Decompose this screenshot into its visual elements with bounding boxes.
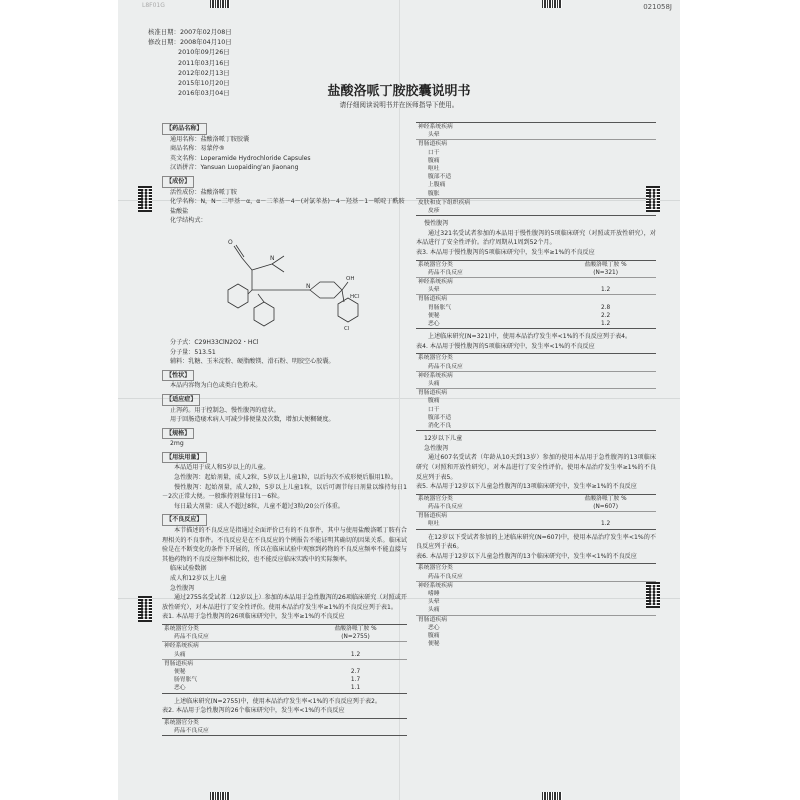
table-item-cell: 便秘: [428, 312, 440, 319]
table-item-cell: 头晕: [428, 599, 440, 606]
table-item-cell: 嗜睡: [428, 591, 440, 598]
table-sys-cell: 神经系统疾病: [416, 278, 555, 287]
table-sys-cell: 胃肠道疾病: [416, 615, 656, 624]
indication-line: 止泻药。用于控制急、慢性腹泻的症状。: [170, 406, 280, 414]
clinical-heading: 临床试验数据: [170, 565, 207, 573]
table-value-cell: 2.7: [350, 668, 361, 675]
table-item-cell: 腹痛: [428, 633, 440, 640]
table-header-cell: 药品不良反应: [428, 363, 463, 370]
child-heading: 12岁以下儿童: [424, 435, 463, 443]
adverse-table-4: [416, 353, 656, 431]
table-item-cell: 皮疹: [416, 207, 656, 216]
table-item-cell: 恶心: [428, 624, 440, 631]
adult-heading: 成人和12岁以上儿童: [170, 575, 227, 582]
table-caption: 表1. 本品用于急性腹泻的26项临床研究中，发生率≥1%的不良反应: [162, 613, 345, 621]
table-caption: 表4. 本品用于慢性腹泻的5项临床研究中，发生率<1%的不良反应: [416, 342, 595, 350]
atom-label: N: [270, 254, 275, 262]
atom-label: OH: [346, 275, 355, 282]
date-value: 2010年09月26日: [178, 48, 230, 57]
section-heading: 【药品名称】: [162, 123, 207, 135]
date-value: 2007年02月08日: [179, 28, 232, 36]
table-caption: 表5. 本品用于12岁以下儿童急性腹泻的13项临床研究中，发生率≥1%的不良反应: [416, 483, 637, 491]
molecular-formula: 分子式：C29H33ClN2O2・HCl: [170, 338, 259, 346]
section-heading: 【用法用量】: [162, 452, 207, 464]
acute-heading: 急性腹泻: [170, 584, 195, 592]
table-n-cell: (N=2755): [341, 634, 370, 641]
adverse-table-6: [416, 563, 656, 648]
table-item-cell: 腹痛: [428, 157, 440, 164]
table-sys-cell: 胃肠道疾病: [162, 659, 304, 668]
table-header-cell: 系统器官分类: [416, 564, 656, 573]
table-header-cell: 盐酸洛哌丁胺 %: [555, 494, 656, 503]
table-item-cell: 头晕: [428, 287, 440, 294]
print-code: 021058J: [643, 3, 672, 11]
table-value-cell: 1.7: [350, 677, 361, 684]
table-item-cell: 腹痛: [428, 398, 440, 405]
child-paragraph: 通过607名受试者（年龄从10天到13岁）参加的使用本品用于急性腹泻的13项临床研究（对照和开放性研究），对本品进行了安全性评价。使用本品治疗发生率≥1%的不良反应列于表5。: [416, 454, 656, 481]
adverse-table-1: [162, 624, 407, 694]
table-header-cell: 药品不良反应: [174, 634, 209, 641]
adverse-table-3: [416, 260, 656, 330]
barcode-icon: [210, 792, 230, 800]
date-label: 修改日期：: [148, 38, 180, 47]
qr-code-icon: [138, 596, 152, 622]
chemical-name: 化学名称：N，N－二甲基－α，α－二苯基－4－(对氯苯基)－4－羟基－1－哌啶丁酰胺盐酸盐: [170, 198, 405, 215]
table-sys-cell: 神经系统疾病: [162, 642, 304, 651]
adverse-table-5: [416, 494, 656, 530]
date-row: [148, 47, 232, 57]
table-sys-cell: 胃肠道疾病: [416, 140, 656, 149]
table-header-cell: 药品不良反应: [428, 573, 463, 580]
table-item-cell: 头痛: [428, 607, 440, 614]
drug-name-line: 英文名称：Loperamide Hydrochloride Capsules: [170, 154, 311, 162]
adverse-table-2-continued: [416, 122, 656, 216]
leaflet-title: 盐酸洛哌丁胺胶囊说明书: [327, 84, 471, 99]
child-acute-heading: 急性腹泻: [424, 444, 449, 452]
specification-text: 2mg: [170, 440, 184, 448]
table-value-cell: 1.2: [555, 320, 656, 329]
date-value: 2015年10月20日: [178, 79, 230, 88]
active-ingredient: 活性成份：盐酸洛哌丁胺: [170, 188, 238, 196]
table-sys-cell: 胃肠道疾病: [416, 389, 656, 398]
table-header-cell: 盐酸洛哌丁胺 %: [304, 624, 407, 633]
table-value-cell: 1.2: [555, 520, 656, 529]
table-header-cell: 药品不良反应: [162, 727, 304, 736]
left-column: [162, 120, 407, 739]
instruction-leaflet: [118, 0, 680, 800]
table-sys-cell: 胃肠道疾病: [416, 512, 555, 521]
table-sys-cell: 神经系统疾病: [416, 581, 656, 590]
section-heading: 【规格】: [162, 428, 194, 440]
table-item-cell: 头痛: [428, 381, 440, 388]
date-row: [148, 27, 232, 37]
indication-line: 用于回肠造瘘术病人可减少排便量及次数，增加大便稠硬度。: [170, 416, 335, 424]
table-header-cell: 系统器官分类: [416, 354, 656, 363]
table-item-cell: 便秘: [428, 641, 440, 648]
table-sys-cell: 神经系统疾病: [416, 123, 656, 132]
table-header-cell: 药品不良反应: [428, 504, 463, 511]
drug-name-line: 汉语拼音：Yansuan Luopaiding'an Jiaonang: [170, 164, 299, 172]
table-caption: 表2. 本品用于急性腹泻的26个临床研究中，发生率<1%的不良反应: [162, 707, 345, 715]
date-value: 2008年04月10日: [179, 38, 232, 47]
table-item-cell: 口干: [428, 149, 440, 156]
table-value-cell: 2.2: [600, 312, 611, 319]
table-item-cell: 腹胀: [428, 190, 440, 197]
table-item-cell: 腹部不适: [428, 414, 452, 421]
atom-label: Cl: [344, 325, 350, 332]
excipients: 辅料：乳糖、玉米淀粉、硬脂酸镁、滑石粉、明胶空心胶囊。: [170, 358, 335, 366]
table-item-cell: 胃肠胀气: [428, 304, 452, 311]
drug-name-line: 商品名称：易蒙停®: [170, 145, 225, 153]
atom-label: N: [306, 282, 311, 290]
print-code-left: L8F01G: [142, 2, 165, 9]
table-sys-cell: 胃肠道疾病: [416, 295, 555, 304]
table-sys-cell: 皮肤和皮下组织疾病: [416, 198, 656, 207]
table-item-cell: 上腹痛: [428, 182, 446, 189]
table-item-cell: 口干: [428, 406, 440, 413]
leaflet-subtitle: 请仔细阅读说明书并在医师指导下使用。: [339, 101, 459, 109]
section-heading: 【成份】: [162, 176, 194, 188]
date-value: 2012年02月13日: [178, 68, 230, 77]
table-value-cell: 1.1: [304, 684, 407, 693]
adverse-table-2: [162, 718, 407, 736]
usage-paragraph: 急性腹泻：起始剂量，成人2粒，5岁以上儿童1粒，以后每次不成形便后服用1粒。: [174, 474, 397, 482]
date-label: 核准日期：: [148, 28, 180, 36]
table-note: 上述临床研究(N=321)中，使用本品治疗发生率<1%的不良反应列于表4。: [428, 333, 632, 341]
atom-label: O: [228, 238, 233, 246]
acute-paragraph: 通过2755名受试者（12岁以上）参加的本品用于急性腹泻的26项临床研究（对照或开放性研究），对本品进行了安全性评价。使用本品治疗发生率≥1%的不良反应列于表1。: [162, 594, 407, 611]
barcode-icon: [542, 0, 562, 8]
table-header-cell: 系统器官分类: [416, 494, 555, 503]
section-heading: 【性状】: [162, 370, 194, 382]
section-heading: 【适应症】: [162, 394, 200, 406]
table-item-cell: 便秘: [174, 668, 186, 675]
chronic-paragraph: 通过321名受试者参加的本品用于慢性腹泻的5项临床研究（对照或开放性研究），对本品进行了安全性评价。治疗周期从1周到52个月。: [416, 229, 656, 247]
usage-paragraph: 每日最大剂量：成人不超过8粒，儿童不超过3粒/20公斤体重。: [174, 502, 344, 510]
chemical-structure-diagram: [172, 228, 372, 336]
usage-paragraph: 慢性腹泻：起始剂量，成人2粒，5岁以上儿童1粒，以后可调节每日剂量以维持每日1－2次正常大便。一般维持剂量每日1－6粒。: [162, 483, 407, 501]
table-item-cell: 头痛: [174, 651, 186, 658]
usage-paragraph: 本品适用于成人和5岁以上的儿童。: [174, 464, 270, 472]
date-value: 2016年03月04日: [178, 89, 230, 98]
table-header-cell: 系统器官分类: [162, 718, 304, 727]
date-value: 2011年03月16日: [178, 58, 230, 67]
table-item-cell: 呕吐: [428, 166, 440, 173]
table-item-cell: 消化不良: [416, 422, 656, 431]
table-item-cell: 头晕: [428, 132, 440, 139]
table-header-cell: 系统器官分类: [416, 260, 555, 269]
section-heading: 【不良反应】: [162, 514, 207, 526]
barcode-icon: [542, 792, 562, 800]
hcl-label: HCl: [350, 293, 360, 300]
table-n-cell: (N=321): [593, 269, 618, 276]
table-value-cell: 1.2: [350, 651, 361, 658]
table-note: 在12岁以下受试者参加的上述临床研究(N=607)中，使用本品治疗发生率<1%的不良反应列于表6。: [416, 533, 656, 551]
table-header-cell: 药品不良反应: [428, 269, 463, 276]
table-item-cell: 呕吐: [416, 520, 555, 529]
properties-text: 本品内容物为白色或类白色粉末。: [170, 382, 262, 390]
table-item-cell: 恶心: [416, 320, 555, 329]
adverse-intro: 本节描述的不良反应是指通过全面评价已有的不良事件，其中与使用盐酸洛哌丁胺有合理相关的不良事件。不良反应是在不良反应的个例报告不能证明其确切的因果关系。临床试验是在不断变化的条件下开展的，所以在临床试验中观察到药物的不良反应频率不能直接与其他药物的不良反应频率相比较，也不能反应临床实践中的实际频率。: [162, 527, 407, 563]
table-header-cell: 系统器官分类: [162, 624, 304, 633]
table-note: 上述临床研究(N=2755)中，使用本品治疗发生率<1%的不良反应列于表2。: [174, 697, 382, 705]
table-caption: 表3. 本品用于慢性腹泻的5项临床研究中，发生率≥1%的不良反应: [416, 249, 595, 257]
table-item-cell: 恶心: [162, 684, 304, 693]
table-item-cell: 腹部不适: [428, 174, 452, 181]
structure-label: 化学结构式：: [170, 217, 207, 225]
table-value-cell: 1.2: [600, 287, 611, 294]
date-row: [148, 58, 232, 68]
right-column: [416, 120, 656, 651]
molecular-mass: 分子量：513.51: [170, 348, 216, 356]
table-caption: 表6. 本品用于12岁以下儿童急性腹泻的13个临床研究中，发生率<1%的不良反应: [416, 552, 637, 560]
table-value-cell: 2.8: [600, 304, 611, 311]
chronic-heading: 慢性腹泻: [424, 220, 449, 228]
barcode-icon: [210, 0, 230, 8]
qr-code-icon: [138, 186, 152, 212]
drug-name-line: 通用名称：盐酸洛哌丁胺胶囊: [170, 135, 250, 143]
table-sys-cell: 神经系统疾病: [416, 371, 656, 380]
date-row: [148, 68, 232, 78]
table-item-cell: 肠胃胀气: [174, 677, 198, 684]
date-row: [148, 37, 232, 47]
table-header-cell: 盐酸洛哌丁胺 %: [555, 260, 656, 269]
table-n-cell: (N=607): [593, 504, 618, 511]
